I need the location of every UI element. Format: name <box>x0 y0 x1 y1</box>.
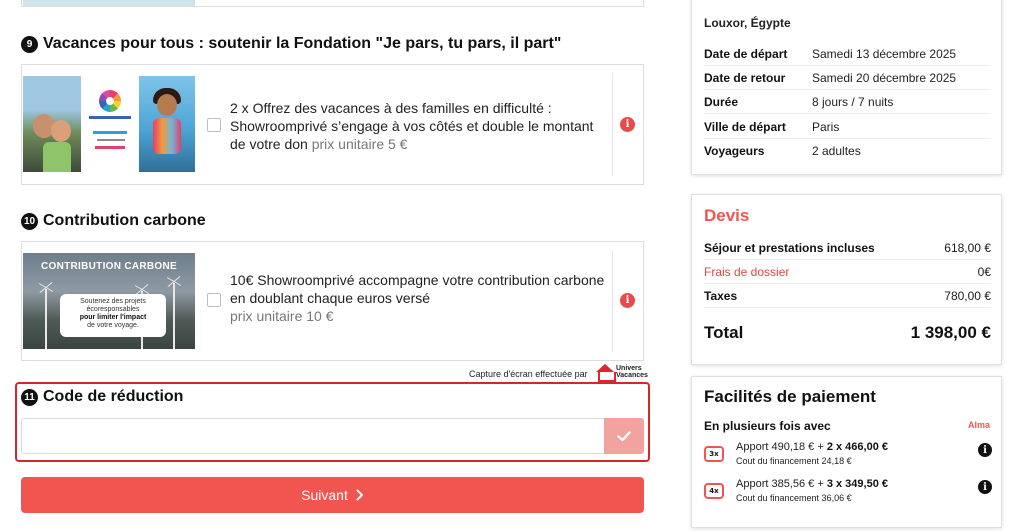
next-button[interactable] <box>21 477 644 513</box>
quote-title: Devis <box>704 206 750 225</box>
section-number-badge: 10 <box>21 213 38 230</box>
reduction-code-input[interactable] <box>21 418 605 454</box>
carbone-option-description <box>230 271 605 325</box>
section-number-badge: 11 <box>21 389 38 406</box>
previous-option-image <box>23 0 195 6</box>
info-circle-icon[interactable]: i <box>620 117 635 132</box>
divider <box>612 73 613 176</box>
section-number-badge: 9 <box>21 36 38 53</box>
check-icon <box>617 431 631 442</box>
section-title-text: Vacances pour tous : soutenir la Fondation "Je pars, tu pars, il part" <box>43 35 562 52</box>
trip-info-row: Durée 8 jours / 7 nuits <box>704 90 990 114</box>
section-vacances-title <box>21 35 561 53</box>
payment-facilities-card <box>691 376 1002 528</box>
carbone-option-card[interactable] <box>21 241 644 361</box>
quote-total-value: 1 398,00 € <box>910 323 991 342</box>
carbon-contribution-image <box>23 253 195 349</box>
section-title-text: Contribution carbone <box>43 212 206 229</box>
payment-subtitle: En plusieurs fois avec <box>704 419 831 433</box>
section-carbone-title <box>21 212 206 230</box>
vacances-unit-price: prix unitaire 5 € <box>311 136 408 152</box>
vacances-option-text: 2 x Offrez des vacances à des familles en difficulté : Showroomprivé s’engage à vos côtés et double le montant de votre don <box>230 100 594 152</box>
vacances-photo-collage <box>23 76 195 172</box>
quote-row: Taxes 780,00 € <box>704 284 991 308</box>
payment-title: Facilités de paiement <box>704 387 876 406</box>
section-title-text: Code de réduction <box>43 388 184 405</box>
info-circle-icon[interactable]: i <box>978 480 992 494</box>
trip-info-row: Voyageurs 2 adultes <box>704 144 861 158</box>
installment-badge: 4x <box>704 483 724 499</box>
section-reduction-title <box>21 388 183 406</box>
carbone-unit-price: prix unitaire 10 € <box>230 308 334 324</box>
trip-info-row: Ville de départ Paris <box>704 115 990 139</box>
divider <box>612 250 613 352</box>
next-button-label: Suivant <box>301 487 348 503</box>
trip-info-row: Date de départ Samedi 13 décembre 2025 <box>704 42 990 66</box>
info-circle-icon[interactable]: i <box>620 293 635 308</box>
trip-summary-card <box>691 0 1002 175</box>
payment-option-4x[interactable]: 4x Apport 385,56 € + 3 x 349,50 € Cout du financement 36,06 € i <box>704 478 992 508</box>
carbone-checkbox[interactable] <box>207 293 221 307</box>
chevron-right-icon <box>356 489 364 501</box>
installment-badge: 3x <box>704 446 724 462</box>
univers-vacances-logo: Univers Vacances <box>596 364 648 380</box>
carbon-image-title: CONTRIBUTION CARBONE <box>41 261 177 272</box>
vacances-option-description <box>230 99 605 153</box>
quote-card <box>691 194 1002 365</box>
info-circle-icon[interactable]: i <box>978 443 992 457</box>
carbone-option-text: 10€ Showroomprivé accompagne votre contribution carbone en doublant chaque euros versé <box>230 272 605 306</box>
quote-total: Total 1 398,00 € <box>704 323 991 342</box>
quote-row: Séjour et prestations incluses 618,00 € <box>704 236 991 260</box>
trip-info-row: Date de retour Samedi 20 décembre 2025 <box>704 66 990 90</box>
carbon-image-message: Soutenez des projets écoresponsables pour limiter l'impact de votre voyage. <box>60 294 166 337</box>
alma-logo: Alma <box>967 420 990 430</box>
previous-option-card <box>21 0 644 7</box>
quote-row-fees[interactable]: Frais de dossier 0€ <box>704 260 991 284</box>
vacances-checkbox[interactable] <box>207 118 221 132</box>
vacances-option-card[interactable] <box>21 64 644 185</box>
trip-location: Louxor, Égypte <box>704 16 791 30</box>
house-logo-icon <box>596 364 614 380</box>
reduction-submit-button[interactable] <box>604 418 644 454</box>
payment-option-3x[interactable]: 3x Apport 490,18 € + 2 x 466,00 € Cout du financement 24,18 € i <box>704 441 992 471</box>
capture-note: Capture d'écran effectuée par <box>469 369 588 379</box>
